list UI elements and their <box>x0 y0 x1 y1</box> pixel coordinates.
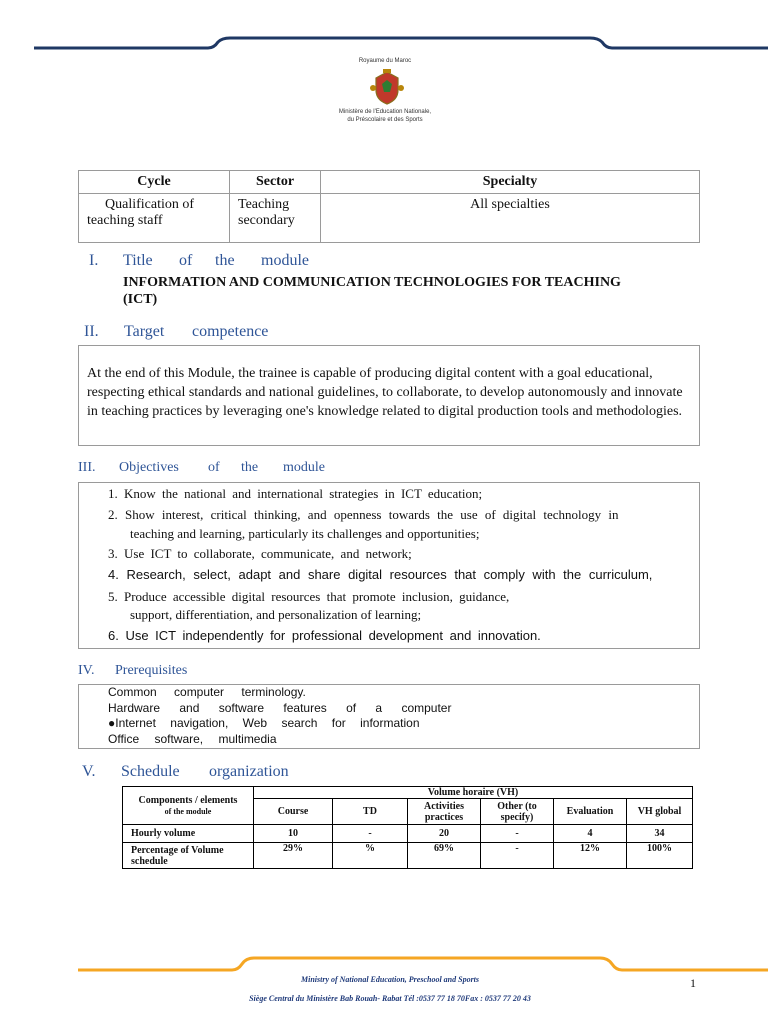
volume-table <box>122 786 693 869</box>
objective-6: 6. Use ICT independently for professional development and innovation. <box>108 628 541 643</box>
table-row: Hourly volume 10 - 20 - 4 34 <box>123 825 693 843</box>
objective-2-cont: teaching and learning, particularly its challenges and opportunities; <box>130 526 480 541</box>
section-schedule: V. Schedule organization <box>82 763 289 780</box>
group-header: Volume horaire (VH) <box>254 787 693 799</box>
page-number: 1 <box>690 976 696 990</box>
info-table <box>78 170 700 243</box>
corner-cell: Components / elements of the module <box>123 787 254 825</box>
prereq-2: Hardware and software features of a computer <box>108 701 452 715</box>
prereq-1: Common computer terminology. <box>108 685 306 699</box>
objective-4: 4. Research, select, adapt and share digital resources that comply with the curriculum, <box>108 567 653 582</box>
table-row: Percentage of Volume schedule 29% % 69% - 12% 100% <box>123 843 693 869</box>
header-sector: Sector <box>230 171 321 194</box>
module-title: INFORMATION AND COMMUNICATION TECHNOLOGIES FOR TEACHING (ICT) <box>123 275 621 307</box>
col-course: Course <box>254 799 333 825</box>
objective-3: 3. Use ICT to collaborate, communicate, and network; <box>108 546 412 561</box>
header-specialty: Specialty <box>321 171 700 194</box>
objective-5: 5. Produce accessible digital resources that promote inclusion, guidance, <box>108 589 510 604</box>
footer-ministry: Ministry of National Education, Preschool and Sports <box>300 975 480 984</box>
col-td: TD <box>333 799 408 825</box>
section-target-competence: II. Target competence <box>84 323 269 340</box>
objective-5-cont: support, differentiation, and personalization of learning; <box>130 607 422 622</box>
competence-box <box>78 345 700 446</box>
cell-specialty: All specialties <box>321 194 700 243</box>
cell-cycle: Qualification of teaching staff <box>79 194 230 243</box>
section-prerequisites: IV. Prerequisites <box>78 663 188 678</box>
col-activities: Activities practices <box>408 799 481 825</box>
ministry-label: Ministère de l'Education Nationale, du Préscolaire et des Sports <box>338 109 432 123</box>
col-other: Other (to specify) <box>481 799 554 825</box>
section-objectives: III. Objectives of the module <box>78 460 325 475</box>
header-cycle: Cycle <box>79 171 230 194</box>
objective-1: 1. Know the national and international strategies in ICT education; <box>108 486 483 501</box>
prereq-4: Office software, multimedia <box>108 732 277 746</box>
col-vh-global: VH global <box>627 799 693 825</box>
prereq-3: ●Internet navigation, Web search for information <box>108 716 420 730</box>
objective-2: 2. Show interest, critical thinking, and openness towards the use of digital technology in <box>108 507 619 522</box>
footer-address: Siège Central du Ministère Bab Rouah- Rabat Tél :0537 77 18 70Fax : 0537 77 20 43 <box>249 994 531 1003</box>
kingdom-label: Royaume du Maroc <box>358 58 412 64</box>
section-title-module: I. Title of the module <box>89 252 309 269</box>
col-evaluation: Evaluation <box>554 799 627 825</box>
cell-sector: Teaching secondary <box>230 194 321 243</box>
competence-text: At the end of this Module, the trainee is capable of producing digital content with a goal educational, respecting ethical standards and national guidelines, to collaborate, to develop autonomously and innovate in teaching practices by leveraging one's knowledge related to digital production tools and methodologies. <box>87 366 683 419</box>
coat-of-arms-icon <box>370 68 404 106</box>
